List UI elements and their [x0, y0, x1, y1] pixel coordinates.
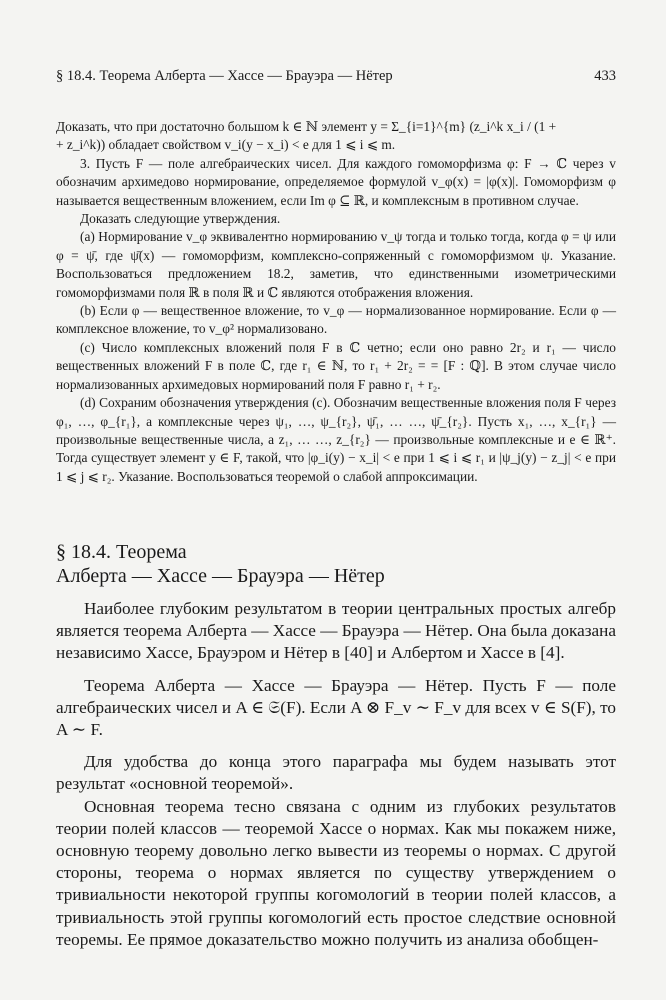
exercise-line-1: Доказать, что при достаточно большом k ∈ ℕ элемент y = Σ_{i=1}^{m} (z_i^k x_i / (1 +	[56, 119, 557, 134]
exercise-3c: (c) Число комплексных вложений поля F в ℂ четно; если оно равно 2r₂ и r₁ — число вещественных вложений F в поле ℂ, где r₁ ∈ ℕ, то r₁ + 2r₂ = = [F : ℚ]. В этом случае число нормализованных архимедовых нормирований поля F равно r₁ + r₂.	[56, 339, 616, 392]
running-header	[56, 68, 616, 85]
paragraph-naming: Для удобства до конца этого параграфа мы будем называть этот результат «основной теоремой».	[56, 752, 616, 794]
theorem-statement: Теорема Алберта — Хассе — Брауэра — Нётер. Пусть F — поле алгебраических чисел и A ∈ 𝔖(F). Если A ⊗ F_v ∼ F_v для всех v ∈ S(F), то A ∼ F.	[56, 675, 616, 740]
page-number: 433	[594, 68, 616, 84]
section-body	[56, 598, 616, 951]
exercise-block	[56, 118, 616, 486]
exercise-3b: (b) Если φ — вещественное вложение, то v_φ — нормализованное нормирование. Если φ — комплексное вложение, то v_φ² нормализовано.	[56, 303, 616, 337]
exercise-3d: (d) Сохраним обозначения утверждения (c). Обозначим вещественные вложения поля F через φ₁, …, φ_{r₁}, а комплексные через ψ₁, …, ψ_{r₂}, ψ̄₁, … …, ψ̄_{r₂}. Пусть x₁, …, x_{r₁} — произвольные вещественные числа, а z₁, … …, z_{r₂} — произвольные комплексные и e ∈ ℝ⁺. Тогда существует элемент y ∈ F, такой, что |φ_i(y) − x_i| < e при 1 ⩽ i ⩽ r₁ и |ψ_j(y) − z_j| < e при 1 ⩽ j ⩽ r₂. Указание. Воспользоваться теоремой о слабой аппроксимации.	[56, 395, 616, 484]
running-header-title: § 18.4. Теорема Алберта — Хассе — Брауэра — Нётер	[56, 68, 393, 84]
section-heading-line-2: Алберта — Хассе — Брауэра — Нётер	[56, 565, 385, 587]
section-heading	[56, 540, 385, 588]
exercise-line-2: + z_i^k)) обладает свойством v_i(y − x_i) < e для 1 ⩽ i ⩽ m.	[56, 137, 396, 153]
exercise-3-prompt: Доказать следующие утверждения.	[80, 211, 281, 227]
paragraph-relation: Основная теорема тесно связана с одним из глубоких результатов теории полей классов — теоремой Хассе о нормах. Как мы покажем ниже, основную теорему довольно легко вывести из теоремы о нормах. С другой стороны, теорема о нормах является по существу утверждением о тривиальности некоторой группы когомологий в теории полей классов, а тривиальность этой группы когомологий есть простое следствие основной теоремы. Ее прямое доказательство можно получить из анализа обобщен-	[56, 796, 616, 949]
exercise-3: 3. Пусть F — поле алгебраических чисел. Для каждого гомоморфизма φ: F → ℂ через v обозначим архимедово нормирование, определяемое формулой v_φ(x) = |φ(x)|. Гомоморфизм φ называется вещественным вложением, если Im φ ⊆ ℝ, и комплексным в противном случае.	[56, 155, 616, 208]
section-heading-line-1: § 18.4. Теорема	[56, 541, 187, 563]
exercise-3a: (a) Нормирование v_φ эквивалентно нормированию v_ψ тогда и только тогда, когда φ = ψ или φ = ψ̄, где ψ̄(x) — гомоморфизм, комплексно-сопряженный с гомоморфизмом ψ. Указание. Воспользоваться предложением 18.2, заметив, что единственными изометрическими гомоморфизмами поля ℝ в поля ℝ и ℂ являются отображения вложения.	[56, 229, 616, 300]
paragraph-intro: Наиболее глубоким результатом в теории центральных простых алгебр является теорема Алберта — Хассе — Брауэра — Нётер. Она была доказана независимо Хассе, Брауэром и Нётер в [40] и Албертом и Хассе в [4].	[56, 599, 616, 663]
